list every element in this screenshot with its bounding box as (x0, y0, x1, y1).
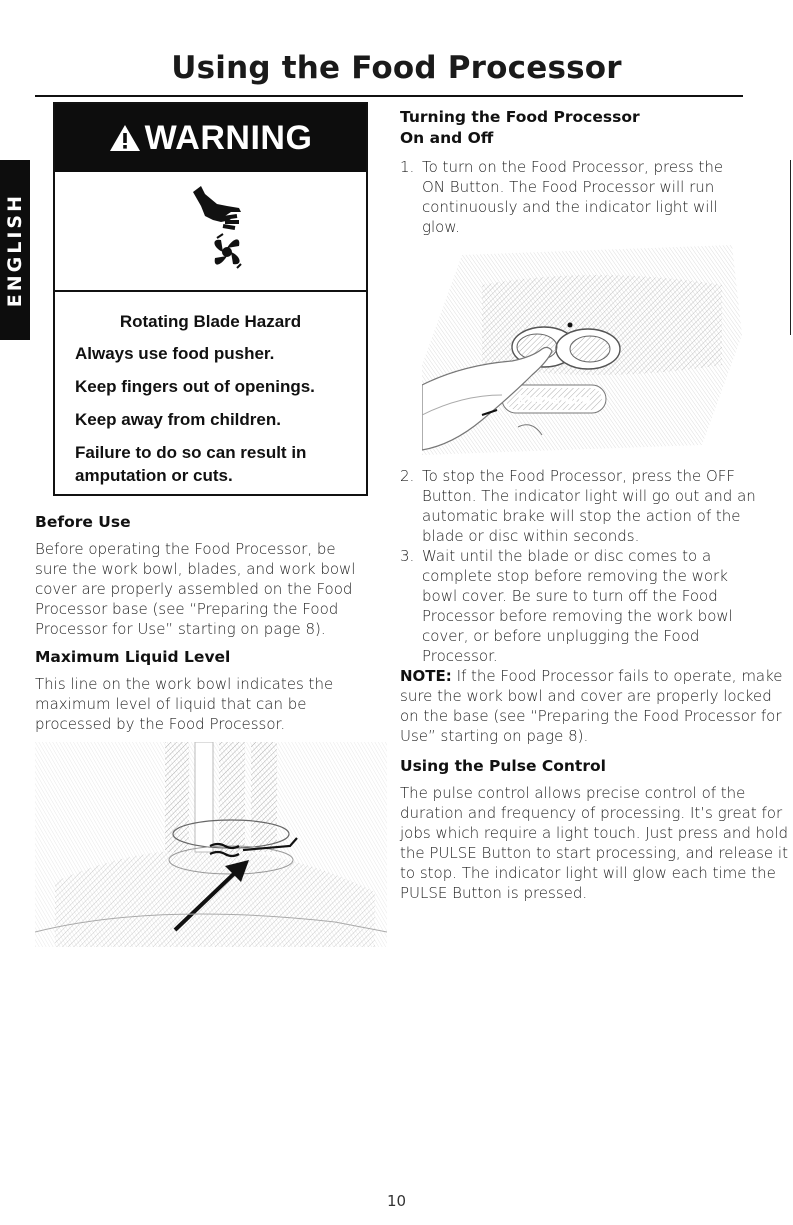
hand-blade-hazard-icon (55, 172, 366, 290)
on-off-steps (400, 466, 793, 903)
before-use-text: Before operating the Food Processor, be sure the work bowl, blades, and work bowl cover are properly assembled on the Food Processor base (see “Preparing the Food Processor for Use” starting on page 8). (35, 540, 356, 638)
warning-triangle-icon (109, 123, 141, 153)
note-label: NOTE: (400, 667, 452, 685)
hazard-title: Rotating Blade Hazard (119, 312, 302, 331)
brand-badge-text: KitchenAid (517, 393, 591, 407)
on-off-section (400, 107, 793, 237)
before-use-heading: Before Use (35, 513, 131, 531)
step-1-text: To turn on the Food Processor, press the ON Button. The Food Processor will run continuously and the indicator light will glow. (422, 158, 724, 236)
on-off-heading-line1: Turning the Food Processor (400, 108, 640, 126)
hazard-pictogram (55, 172, 366, 292)
page-title: Using the Food Processor (171, 50, 622, 86)
max-liquid-text: This line on the work bowl indicates the maximum level of liquid that can be processed by the Food Processor. (35, 675, 334, 733)
warning-line: Keep away from children. (75, 410, 281, 429)
warning-line: Failure to do so can result in amputation or cuts. (75, 443, 307, 485)
on-off-heading-line2: On and Off (400, 129, 494, 147)
pulse-heading: Using the Pulse Control (400, 757, 606, 775)
warning-header (55, 104, 366, 172)
step-2 (400, 466, 780, 546)
max-liquid-heading: Maximum Liquid Level (35, 648, 231, 666)
pulse-text: The pulse control allows precise control of the duration and frequency of processing. It’s great for jobs which require a light touch. Just press and hold the PULSE Button to start processing, and release it to stop. The indicator light will glow each time the PULSE Button is pressed. (400, 784, 789, 902)
warning-line: Keep fingers out of openings. (75, 377, 315, 396)
side-tab-label: ENGLISH (4, 192, 26, 308)
warning-heading: WARNING (144, 118, 313, 157)
step-2-number: 2. (400, 467, 415, 485)
warning-line: Always use food pusher. (75, 344, 275, 363)
language-side-tab (0, 160, 30, 340)
page-number: 10 (386, 1192, 407, 1210)
step-1-number: 1. (400, 158, 415, 176)
left-column (35, 512, 367, 734)
work-bowl-illustration (35, 742, 387, 947)
step-3-text: Wait until the blade or disc comes to a complete stop before removing the work bowl cover. Be sure to turn off the Food Processor before removing the work bowl cover, or before unplugging the Food Processor. (422, 547, 733, 665)
note-text: If the Food Processor fails to operate, make sure the work bowl and cover are properly locked on the base (see “Preparing the Food Processor for Use” starting on page 8). (400, 667, 783, 745)
step-3 (400, 546, 765, 666)
step-3-number: 3. (400, 547, 415, 565)
step-1 (400, 157, 745, 237)
title-rule (35, 95, 743, 97)
control-panel-illustration (422, 245, 772, 455)
note-paragraph (400, 666, 785, 746)
step-2-text: To stop the Food Processor, press the OFF Button. The indicator light will go out and an automatic brake will stop the action of the blade or disc within seconds. (422, 467, 756, 545)
warning-box (53, 102, 368, 496)
